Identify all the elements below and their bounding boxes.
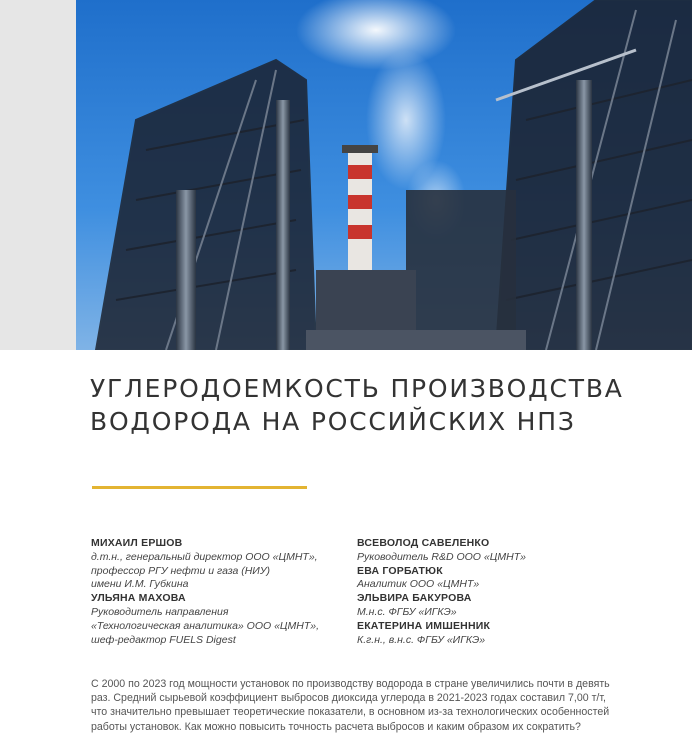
- author-role-line: Руководитель R&D ООО «ЦМНТ»: [357, 550, 526, 563]
- author-block: [357, 620, 657, 648]
- author-name: ЕВА ГОРБАТЮК: [357, 564, 443, 577]
- authors-left-column: [91, 537, 341, 647]
- abstract-line: что значительно превышает теоретические показатели, в основном из-за технологических особенностей: [91, 706, 610, 719]
- author-name: ЕКАТЕРИНА ИМШЕННИК: [357, 619, 491, 632]
- accent-divider: [92, 486, 307, 489]
- author-block: [91, 592, 341, 647]
- authors-right-column: [357, 537, 657, 647]
- article-abstract: [91, 677, 611, 734]
- author-role-line: шеф-редактор FUELS Digest: [91, 633, 236, 646]
- author-block: [91, 537, 341, 592]
- title-line-1: УГЛЕРОДОЕМКОСТЬ ПРОИЗВОДСТВА: [90, 374, 624, 403]
- author-block: [357, 592, 657, 620]
- abstract-line: раз. Средний сырьевой коэффициент выбросов диоксида углерода в 2021-2023 годах составил 7,00 т/т,: [91, 692, 606, 705]
- vertical-column: [276, 100, 290, 350]
- left-pipe: [176, 190, 196, 350]
- author-name: МИХАИЛ ЕРШОВ: [91, 537, 183, 549]
- abstract-line: работы установок. Как можно повысить точность расчета выбросов и каким образом их сократить?: [91, 720, 581, 733]
- author-role-line: профессор РГУ нефти и газа (НИУ): [91, 564, 271, 577]
- author-name: УЛЬЯНА МАХОВА: [91, 592, 186, 605]
- author-role-line: д.т.н., генеральный директор ООО «ЦМНТ»,: [91, 550, 318, 563]
- author-name: ЭЛЬВИРА БАКУРОВА: [357, 592, 472, 605]
- author-role-line: Аналитик ООО «ЦМНТ»: [357, 578, 480, 591]
- author-name: ВСЕВОЛОД САВЕЛЕНКО: [357, 537, 490, 549]
- author-role-line: имени И.М. Губкина: [91, 578, 189, 591]
- author-role-line: «Технологическая аналитика» ООО «ЦМНТ»,: [91, 619, 320, 632]
- refinery-photo: [76, 0, 692, 350]
- title-line-2: ВОДОРОДА НА РОССИЙСКИХ НПЗ: [90, 407, 576, 436]
- author-block: [357, 565, 657, 593]
- author-role-line: М.н.с. ФГБУ «ИГКЭ»: [357, 605, 457, 618]
- abstract-line: С 2000 по 2023 год мощности установок по производству водорода в стране увеличились почти в девять: [91, 678, 610, 690]
- right-tower: [496, 0, 692, 350]
- left-margin-strip: [0, 0, 76, 350]
- refinery-illustration: [76, 0, 692, 350]
- author-role-line: К.г.н., в.н.с. ФГБУ «ИГКЭ»: [357, 633, 486, 646]
- author-block: [357, 537, 657, 565]
- author-role-line: Руководитель направления: [91, 605, 229, 618]
- right-pipe: [576, 80, 592, 350]
- article-title: [90, 372, 670, 438]
